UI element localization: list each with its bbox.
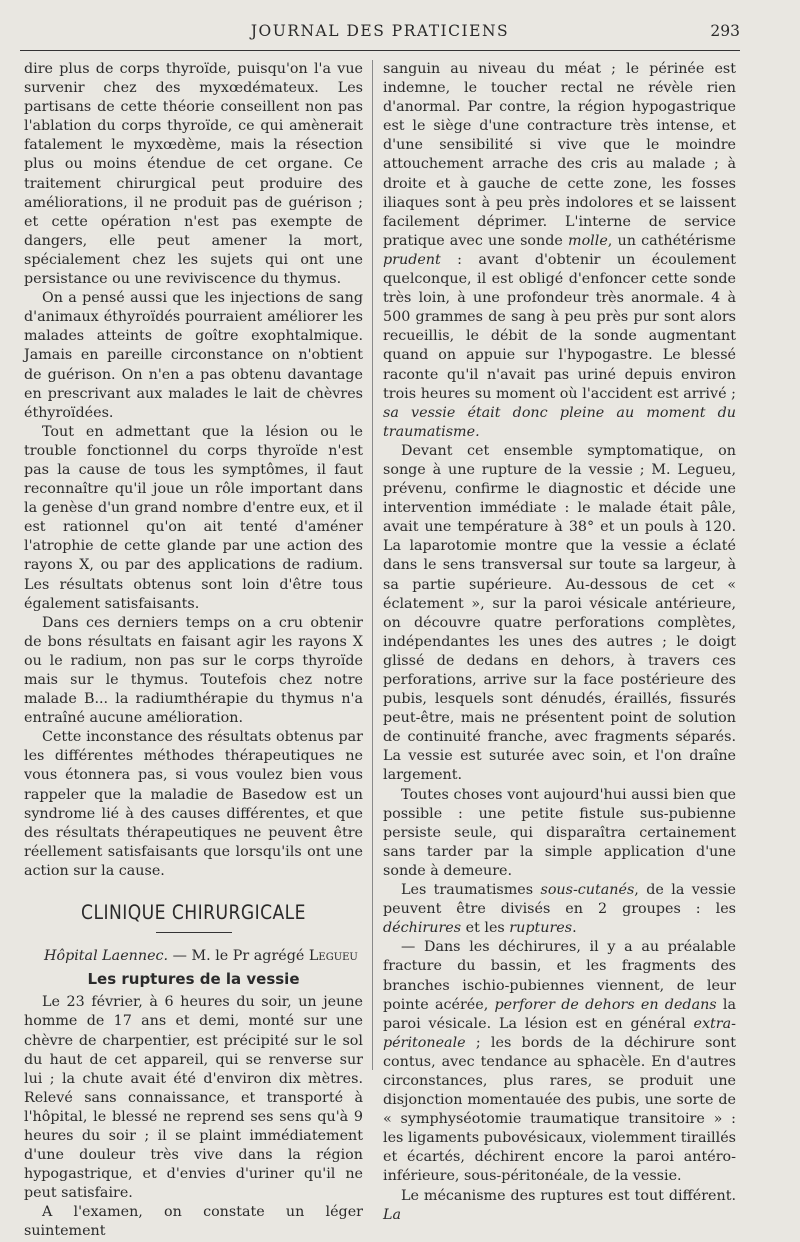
header-rule xyxy=(20,50,740,51)
paragraph: Le mécanisme des ruptures est tout différent. La xyxy=(383,1187,736,1223)
page-number: 293 xyxy=(710,22,740,40)
paragraph: Tout en admettant que la lésion ou le trouble fonctionnel du corps thyroïde n'est pas la cause de tous les symptômes, il faut reconnaître qu'il joue un rôle important dans la genèse d'un grand nombre d'entre eux, et il est rationnel qu'on ait tenté d'améner l'atrophie de cette glande par une action des rayons X, ou par des applications de radium. Les résultats obtenus sont loin d'être tous également satisfaisants. xyxy=(24,423,363,612)
journal-title: JOURNAL DES PRATICIENS xyxy=(250,22,510,40)
article-byline xyxy=(24,947,363,966)
section-title: CLINIQUE CHIRURGICALE xyxy=(81,901,306,925)
paragraph: dire plus de corps thyroïde, puisqu'on l'a vue survenir chez des myxœdémateux. Les partisans de cette théorie conseillent non pas l'ablation du corps thyroïde, ce qui amènerait fatalement le myxœdème, mais la résection plus ou moins étendue de cet organe. Ce traitement chirurgical peut produire des améliorations, il ne produit pas de guérison ; et cette opération n'est pas exempte de dangers, elle peut amener la mort, spécialement chez les sujets qui ont une persistance ou une reviviscence du thymus. xyxy=(24,61,363,288)
paragraph: sanguin au niveau du méat ; le périnée est indemne, le toucher rectal ne révèle rien d'anormal. Par contre, la région hypogastrique est le siège d'une contracture très intense, et d'une sensibilité si vive que le moindre attouchement arrache des cris au malade ; à droite et à gauche de cette zone, les fosses iliaques sont à peu près indolores et se laissent facilement déprimer. L'interne de service pratique avec une sonde molle, un cathétérisme prudent : avant d'obtenir un écoulement quelconque, il est obligé d'enfoncer cette sonde très loin, à une profondeur très anormale. 4 à 500 grammes de sang à peu près pur sont alors recueillis, le débit de la sonde augmentant quand on appuie sur l'hypogastre. Le blessé raconte qu'il n'avait pas uriné depuis environ trois heures su moment où l'accident est arrivé ; sa vessie était donc pleine au moment du traumatisme. xyxy=(383,61,736,440)
byline-author: Legueu xyxy=(308,948,358,965)
left-column xyxy=(24,60,363,1242)
paragraph: Toutes choses vont aujourd'hui aussi bien que possible : une petite fistule sus-pubienne persiste seule, qui disparaîtra certainement sans tarder par la simple application d'une sonde à demeure. xyxy=(383,786,736,879)
running-header xyxy=(20,22,740,48)
paragraph: A l'examen, on constate un léger suintement xyxy=(24,1204,363,1240)
paragraph: On a pensé aussi que les injections de sang d'animaux éthyroïdés pourraient améliorer les malades atteints de goître exophtalmique. Jamais en pareille circonstance on n'obtient de guérison. On n'en a pas obtenu davantage en prescrivant aux malades le lait de chèvres éthyroïdées. xyxy=(24,290,363,421)
paragraph: Les traumatismes sous-cutanés, de la vessie peuvent être divisés en 2 groupes : les déchirures et les ruptures. xyxy=(383,882,736,937)
article-title: Les ruptures de la vessie xyxy=(87,970,300,989)
byline-text: — M. le Pr agrégé xyxy=(168,948,309,965)
paragraph: Devant cet ensemble symptomatique, on songe à une rupture de la vessie ; M. Legueu, prévenu, confirme le diagnostic et décide une intervention immédiate : le malade était pâle, avait une température à 38° et un pouls à 120. La laparotomie montre que la vessie a éclaté dans le sens transversal sur toute sa largeur, à sa partie supérieure. Au-dessous de cet « éclatement », sur la paroi vésicale antérieure, on découvre quatre perforations complètes, indépendantes les unes des autres ; le doigt glissé de dedans en dehors, à travers ces perforations, arrive sur la face postérieure des pubis, lesquels sont dénudés, éraillés, fissurés peut-être, mais ne présentent point de solution de continuité franche, avec fragments séparés. La vessie est suturée avec soin, et l'on draîne largement. xyxy=(383,442,736,784)
paragraph: Cette inconstance des résultats obtenus par les différentes méthodes thérapeutiques ne vous étonnera pas, si vous voulez bien vous rappeler que la maladie de Basedow est un syndrome lié à des causes différentes, et que des résultats thérapeutiques ne peuvent être réellement satisfaisants que lorsqu'ils ont une action sur la cause. xyxy=(24,729,363,879)
right-column xyxy=(383,60,736,1225)
byline-hospital: Hôpital Laennec. xyxy=(44,948,169,965)
paragraph: Le 23 février, à 6 heures du soir, un jeune homme de 17 ans et demi, monté sur une chèvre de charpentier, est précipité sur le sol du haut de cet appareil, qui se renverse sur lui ; la chute avait été d'environ dix mètres. Relevé sans connaissance, et transporté à l'hôpital, le blessé ne reprend ses sens qu'à 9 heures du soir ; il se plaint immédiatement d'une douleur très vive dans la région hypogastrique, et d'envies d'uriner qu'il ne peut satisfaire. xyxy=(24,994,363,1202)
paragraph: — Dans les déchirures, il y a au préalable fracture du bassin, et les fragments des branches ischio-pubiennes viennent, de leur pointe acérée, perforer de dehors en dedans la paroi vésicale. La lésion est en général extra-péritoneale ; les bords de la déchirure sont contus, avec tendance au sphacèle. En d'autres circonstances, plus rares, se produit une disjonction momentauée des pubis, une sorte de « symphyséotomie traumatique transitoire » : les ligaments pubovésicaux, violemment tiraillés et écartés, déchirent encore la paroi antéro-inférieure, sous-péritonéale, de la vessie. xyxy=(383,939,736,1185)
paragraph: Dans ces derniers temps on a cru obtenir de bons résultats en faisant agir les rayons X ou le radium, non pas sur le corps thyroïde mais sur le thymus. Toutefois chez notre malade B... la radiumthérapie du thymus n'a entraîné aucune amélioration. xyxy=(24,614,363,727)
section-rule xyxy=(156,932,232,933)
column-divider xyxy=(372,60,373,1070)
